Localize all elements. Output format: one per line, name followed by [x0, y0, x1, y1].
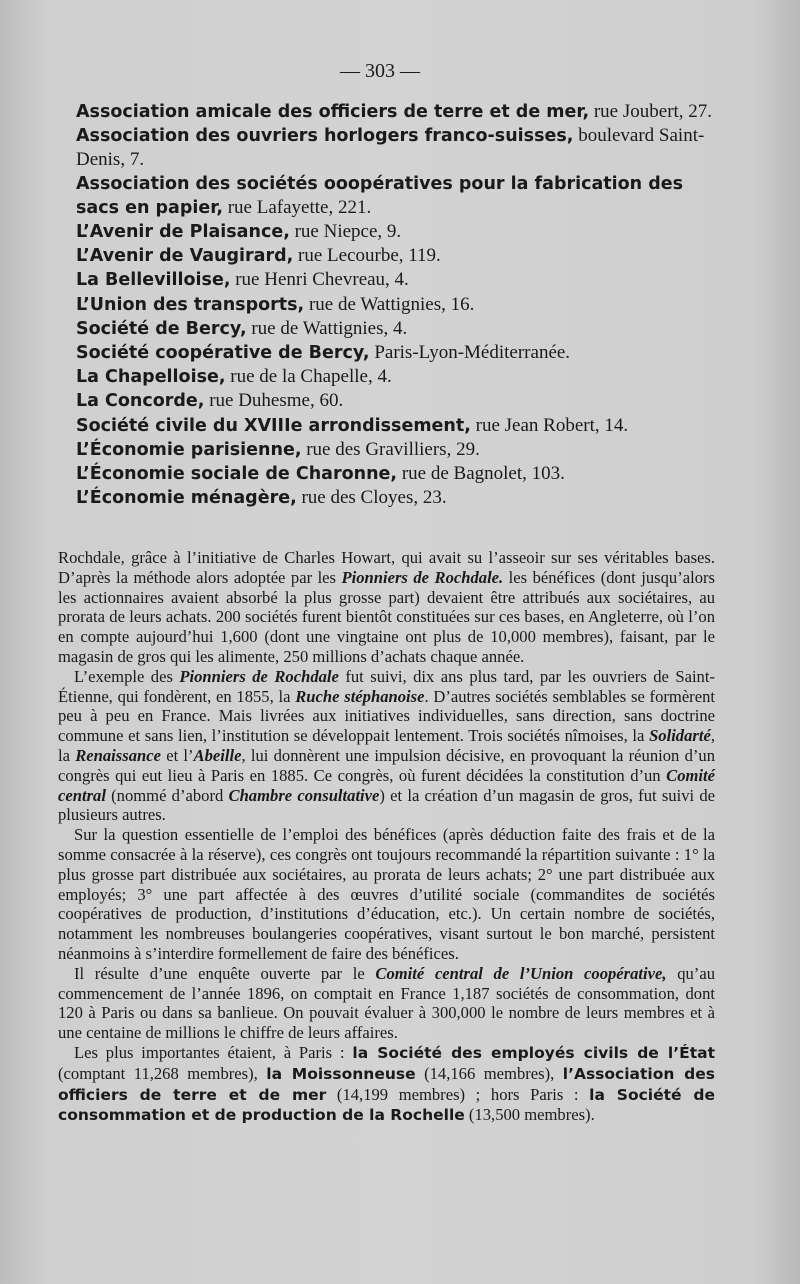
text-run: qu’au commencement de l’année 1896, on comptait en France 1,187 sociétés de consommation, dont 120 à Paris ou dans sa banlieue. On pouvait évaluer à 300,000 le nombre de leurs membres et à une centaine de millions le chiffre de leurs affaires.: [58, 963, 715, 1043]
address-list: [76, 100, 716, 510]
entry-name: L’Avenir de Plaisance,: [76, 222, 290, 243]
text-run: (14,199 membres) ; hors Paris :: [326, 1084, 590, 1104]
entry-name: L’Économie ménagère,: [76, 488, 297, 509]
entry-address: boulevard Saint-Denis, 7.: [76, 125, 705, 171]
entry-address: rue Henri Chevreau, 4.: [230, 269, 409, 291]
entry-address: rue Duhesme, 60.: [204, 390, 344, 412]
text-run-bold: l’Association des officiers de terre et de mer: [58, 1064, 715, 1104]
entry-address: rue de la Chapelle, 4.: [225, 366, 392, 388]
entry-name: Association amicale des officiers de terre et de mer,: [76, 102, 590, 122]
text-run: les bénéfices (dont jusqu’alors les actionnaires avaient absorbé la plus grosse part) devaient être attribués aux sociétaires, au prorata de leurs achats. 200 sociétés furent bientôt constituées sur ces bases, en Angleterre, où l’on en compte aujourd’hui 1,600 (dont une vingtaine ont plus de 10,000 membres), faisant, par le magasin de gros qui les alimente, 250 millions d’achats chaque année.: [58, 567, 715, 666]
paragraph: [58, 548, 715, 667]
entry-address: rue Lafayette, 221.: [222, 196, 372, 218]
paragraph: Sur la question essentielle de l’emploi des bénéfices (après déduction faite des frais et de la somme consacrée à la réserve), ces congrès ont toujours recommandé la répartition suivante : 1° la plus grosse part distribuée aux sociétaires, au prorata de leurs achats; 2° une part distribuée aux employés; 3° une part affectée à des œuvres d’utilité sociale (commandites de sociétés coopératives de production, d’institutions d’éducation, etc.). Un certain nombre de sociétés, notamment les nombreuses boulangeries coopératives, visant surtout le bon marché, persistent néanmoins à s’interdire formellement de faire des bénéfices.: [58, 825, 715, 963]
entry-address: rue de Wattignies, 16.: [304, 293, 475, 315]
entry-name: Association des sociétés ooopératives pour la fabrication des sacs en papier,: [76, 173, 684, 218]
entry-address: rue des Cloyes, 23.: [296, 487, 447, 509]
text-run: L’exemple des: [74, 666, 180, 686]
text-run-italic: Comité central: [58, 765, 715, 805]
list-item: [76, 268, 716, 292]
text-run-bold: la Société des employés civils de l’État: [352, 1043, 715, 1062]
list-item: [76, 414, 716, 438]
list-item: [76, 220, 716, 244]
list-item: [76, 389, 716, 413]
text-run-italic: Solidarté: [649, 726, 711, 746]
entry-name: L’Économie sociale de Charonne,: [76, 464, 398, 485]
text-run-bold: la Société de consommation et de production de la Rochelle: [58, 1085, 715, 1125]
text-run-italic: Abeille: [193, 745, 242, 765]
entry-name: La Concorde,: [76, 391, 205, 412]
entry-address: rue Joubert, 27.: [589, 101, 713, 122]
entry-address: rue de Wattignies, 4.: [246, 317, 408, 339]
entry-address: rue des Gravilliers, 29.: [301, 438, 480, 460]
entry-address: rue de Bagnolet, 103.: [397, 463, 565, 485]
list-item: [76, 244, 716, 268]
paragraph: [58, 667, 715, 825]
text-run-italic: Renaissance: [75, 745, 161, 765]
list-item: [76, 462, 716, 486]
list-item: [76, 438, 716, 462]
text-run: (nommé d’abord: [105, 785, 229, 805]
list-item: [76, 365, 716, 389]
entry-name: La Chapelloise,: [76, 367, 226, 388]
entry-address: rue Niepce, 9.: [289, 221, 402, 243]
list-item: [76, 317, 716, 341]
entry-name: La Bellevilloise,: [76, 270, 231, 291]
text-run-italic: Comité central de l’Union coopérative,: [375, 963, 667, 983]
text-run-italic: Chambre consultative: [228, 785, 380, 805]
text-run: Il résulte d’une enquête ouverte par le: [74, 963, 376, 983]
text-run: , lui donnèrent une impulsion décisive, en provoquant la réunion d’un congrès qui eut lieu à Paris en 1885. Ce congrès, où furent décidées la constitution d’un: [58, 745, 715, 785]
entry-name: Société civile du XVIIIe arrondissement,: [76, 415, 471, 436]
list-item: [76, 293, 716, 317]
entry-address: rue Lecourbe, 119.: [293, 245, 441, 267]
entry-name: Association des ouvriers horlogers franco-suisses,: [76, 126, 574, 147]
text-run-italic: Pionniers de Rochdale: [179, 666, 339, 686]
entry-name: Société coopérative de Bercy,: [76, 343, 370, 364]
text-run: (13,500 membres).: [464, 1105, 595, 1125]
text-run: fut suivi, dix ans plus tard, par les ouvriers de Saint-Étienne, qui fondèrent, en 1855, la: [58, 666, 715, 706]
list-item: [76, 124, 716, 171]
text-run-italic: Ruche stéphanoise: [295, 686, 425, 706]
list-item: [76, 486, 716, 510]
text-run: Rochdale, grâce à l’initiative de Charles Howart, qui avait su l’asseoir sur ses véritables bases. D’après la méthode alors adoptée par les: [58, 548, 715, 587]
paragraph: [58, 964, 715, 1043]
text-run: (comptant 11,268 membres),: [58, 1063, 267, 1083]
list-item: [76, 100, 716, 124]
page-number: — 303 —: [340, 60, 420, 82]
entry-name: L’Union des transports,: [76, 294, 305, 315]
entry-address: rue Jean Robert, 14.: [470, 414, 629, 436]
paragraph: [58, 1043, 715, 1126]
body-text: [58, 548, 715, 1126]
entry-name: Société de Bercy,: [76, 318, 247, 339]
list-item: [76, 172, 716, 220]
entry-address: Paris-Lyon-Méditerranée.: [369, 342, 571, 364]
text-run-italic: Pionniers de Rochdale.: [341, 567, 504, 587]
text-run: Les plus importantes étaient, à Paris :: [74, 1042, 353, 1062]
list-item: [76, 341, 716, 365]
text-run: , la: [58, 726, 715, 765]
text-run: (14,166 membres),: [415, 1063, 563, 1083]
text-run: . D’autres sociétés semblables se formèrent peu à peu en France. Mais livrées aux initiatives individuelles, sans direction, sans doctrine commune et sans lien, l’institution se développait lentement. Trois sociétés nîmoises, la: [58, 686, 715, 746]
text-run: et l’: [160, 745, 194, 765]
entry-name: L’Avenir de Vaugirard,: [76, 246, 294, 267]
entry-name: L’Économie parisienne,: [76, 439, 302, 460]
text-run: ) et la création d’un magasin de gros, fut suivi de plusieurs autres.: [58, 785, 715, 825]
text-run-bold: la Moissonneuse: [266, 1064, 416, 1083]
